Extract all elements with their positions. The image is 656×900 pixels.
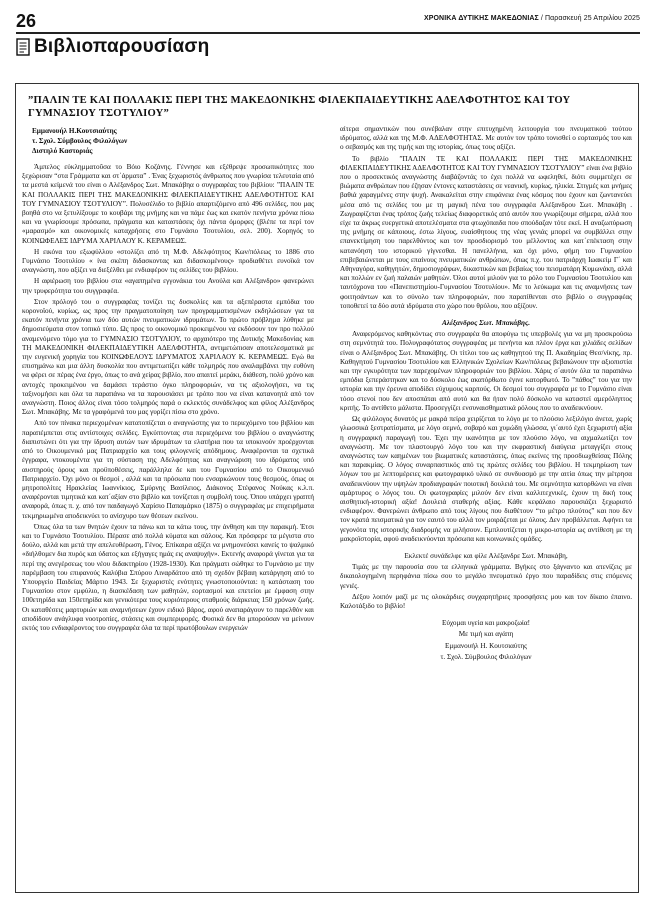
author-block bbox=[32, 126, 172, 156]
author-role: τ. Σχολ. Σύμβουλος Φιλολόγων bbox=[32, 137, 128, 145]
article-title: ”ΠΑΛΙΝ ΤΕ ΚΑΙ ΠΟΛΛΑΚΙΣ ΠΕΡΙ ΤΗΣ ΜΑΚΕΔΟΝΙΚΗΣ ΦΙΛΕΚΠΑΙΔΕΥΤΙΚΗΣ ΑΔΕΛΦΟΤΗΤΟΣ ΚΑΙ ΤΟΥ ΓΥΜΝΑΣΙΟΥ ΤΣΟΤΥΛΙΟΥ” bbox=[28, 95, 571, 119]
book-icon bbox=[16, 38, 30, 56]
paragraph: Η αφιέρωση του βιβλίου στα «αγαπημένα εγγονάκια του Ανούλα και Αλέξανδρο» φανερώνει την τρυφερότητα του συγγραφέα. bbox=[22, 277, 314, 295]
article-column-right bbox=[340, 125, 632, 890]
paragraph: Στον πρόλογό του ο συγγραφέας τονίζει τις δυσκολίες και τα αξεπέραστα εμπόδια του κορονοϊού, κυρίως, ως προς την πραγματοποίηση των προγραμματισμένων εκδηλώσεων για τα εκατόν πενήντα χρόνια των δύο αυτών πνευματικών ιδρυμάτων. Το πρώτο πρόβλημα λύθηκε με δημοσιεύματα στον τοπικό τύπο. Ως προς το οικονομικό προκειμένου να εκδόσουν τον προ πολλού αναμενόμενο τόμο για το ΓΥΜΝΑΣΙΟ ΤΣΟΤΥΛΙΟΥ, το αρχαιότερο της Δυτικής Μακεδονίας και ΤΗ ΜΑΚΕΔΟΝΙΚΗ ΦΙΛΕΚΠΑΙΔΕΥΤΙΚΗ ΑΔΕΛΦΟΤΗΤΑ, αντιμετώπισαν αποτελεσματικά με την ευγενική χορηγία του ΚΟΙΝΩΦΕΛΟΥΣ ΙΔΡΥΜΑΤΟΣ ΧΑΡΙΛΑΟΥ Κ. ΚΕΡΑΜΕΩΣ. Εγώ θα επισημάνω και μια άλλη δυσκολία που αντιμετωπίζει κάθε τολμηρός που αναλαμβάνει την ευθύνη να φέρει σε πέρας ένα έργο, όπως το ανά χείρας βιβλίο, που απαιτεί μεράκι, διάθεση, πολύ χρόνο και αντοχές προκειμένου να δαμάσει τεράστιο όγκο πληροφοριών, να τις αξιολογήσει, να τις ταξινομήσει και όλα τα παραπάνω να τα παρουσιάσει με τρόπο που να είναι κατανοητά από τον αναγνώστη. Ποιος άλλος είναι τόσο τολμηρός παρά ο εκλεκτός συνάδελφος και φίλος Αλέξανδρος Σωτ. Μπακάβης. Με τα γραφόμενά του μας γυρίζει πίσω στο χρόνο. bbox=[22, 297, 314, 417]
page-number: 26 bbox=[16, 11, 37, 31]
publication-line: ΧΡΟΝΙΚΑ ΔΥΤΙΚΗΣ ΜΑΚΕΔΟΝΙΑΣ / Παρασκευή 25 Απριλίου 2025 bbox=[423, 15, 640, 22]
publication-name: ΧΡΟΝΙΚΑ ΔΥΤΙΚΗΣ ΜΑΚΕΔΟΝΙΑΣ bbox=[423, 15, 539, 22]
paragraph: Άμπελος εὐκλημματοῦσα το Βόιο Κοζάνης. Γέννησε και εξέθρεψε προσωπικότητες που ξεχώρισαν “στα Γράμματα και στ΄άρματα” . Ένας ξεχωριστός άνθρωπος που γνωρίσα τελευταία από τα μεστά κείμενά του είναι ο Αλέξανδρος Σωτ. Μπακάβηα ο συγγραφέας του βιβλίου: ”ΠΑΛΙΝ ΤΕ ΚΑΙ ΠΟΛΛΑΚΙΣ ΠΕΡΙ ΤΗΣ ΜΑΚΕΔΟΝΙΚΗΣ ΦΙΛΕΚΠΑΙΔΕΥΤΙΚΗΣ ΑΔΕΛΦΟΤΗΤΟΣ ΚΑΙ ΤΟΥ ΓΥΜΝΑΣΙΟΥ ΤΣΟΤΥΛΙΟΥ”. Πολυσέλιδο το βιβλίο απαρτιζόμενο από 496 σελίδες, που μας βοηθά στο να ξετυλίξουμε το κουβάρι της μνήμης και να πάμε έως και εκατόν πενήντα χρόνια πίσω και να γνωρίσουμε πρόσωπα, πράγματα και καταστάσεις όχι πάντα όμορφες (βλέπε τα περί τον «μαρασμό» και οικονομικές καταχρήσεις στο Γυμνάσιο Τσοτυλίου, σελ. 200). Χορηγός το ΚΟΙΝΩΦΕΛΕΣ ΙΔΡΥΜΑ ΧΑΡΙΛΑΟΥ Κ. ΚΕΡΑΜΕΩΣ. bbox=[22, 163, 314, 245]
paragraph: Δέξου λοιπόν μαζί με τις ολοκάρδιες συγχαρητήριες προσφήσεις μου και τον δίκαιο έπαινο. Καλοτάξιδο το βιβλίο! bbox=[340, 592, 632, 610]
author-location: Διστηλό Καστοριάς bbox=[32, 147, 93, 155]
closing-line: Εύχομαι υγεία και μακροζωία! bbox=[441, 619, 531, 628]
article-column-left bbox=[22, 163, 314, 883]
section-heading bbox=[16, 35, 209, 59]
paragraph: Ως φιλόλογος δυνατός με μακρά πείρα χειρίζεται το λόγο με το πλούσιο λεξιλόγιο άνετα, χωρίς γλωσσικά ξεστρατίσματα, με λόγο σεμνό, σοβαρό και χυμώδη γλώσσα, γι΄αυτό έχει ξεχωριστή αξία η συγγραφική παραγωγή του. Έχει την ικανότητα με τον πλούσιο λόγο, να αιχμαλωτίζει τον αναγνώστη. Με τον πλαστουργό λόγο του και την εκφραστική διαύγεια μεταγγίζει στους αναγνώστες των καημένων του βιωματικές καταστάσεις, όπως εκείνες της προσδιωχθείσας Πόλης και παρακμίας. Ο λόγος συναρπαστικός από τις πρώτες σελίδες του βιβλίου. Η τεκμηρίωση των λόγων του με λεπτομέρειες και φωτογραφικό υλικό σε συνδυασμό με την αιτία όπως την μέτρησα αναδεικνύουν την υψηλών προδιαγραφών ποιοτική δουλειά του. Με σεμνότητα κατορθώνει να είναι αμάρτυρος ο λόγος του. Οι φωτογραφίες μιλούν δεν είναι καλλιτεχνικές, έχουν τη δική τους αισθητική-ιστορική αξία! Δουλειά σταθερής αξίας. Κάθε κεφάλαιο παρουσιάζει ξεχωριστό ενδιαφέρον. Φανερώνει άνθρωπο από τους λίγους που διαθέτουν “το μέτρο πλούτος” και που δεν τον κρατά πεισματικά για τον εαυτό του αλλά τον μοιράζεται με όλους. Δεν προβάλλεται. Αφήνει τα γεγονότα της ιστορικής διαδρομής να μιλήσουν. Εμπλουτίζεται η μικρο-ιστορία ως αντίθεση με τη μακροϊστορία, αφού αναδεικνύονται πρόσωπα και κοινωνικές ομάδες. bbox=[340, 415, 632, 543]
paragraph: Από τον πίνακα περιεχομένων κατατοπίζεται ο αναγνώστης για το περιεχόμενο του βιβλίου και παραπέμπεται στις αντίστοιχες σελίδες. Εγκύπτοντας στα περιεχόμενα του βιβλίου ο αναγνώστης διαπιστώνει ότι για την ίδρυση αυτών των ιδρυμάτων τα ελατήρια που τα υποκινούν προέρχονται από το Οικουμενικό μας Πατριαρχείο και τους φιλογενείς απόδημους. Αναφέρονται τα σχετικά έγγραφα, ντοκουμέντα για τη σύσταση της Αδελφότητας και αναγνώριση του ιδρύματος υπό αυστηρούς όρους και προϋποθέσεις, παράλληλα δε και του Γυμνασίου από το Οικουμενικό Πατριαρχείο. Όχι μόνο οι θεσμοί , αλλά και τα πρόσωπα που ενσαρκώνουν τους θεσμούς, όπως οι μητροπολίτες Ηρακλείας Ιωαννίκιος, Σμύρνης Βασίλειος, Διάκονος Στέφανος Νούκας κ.λ.π. αναφέρονται τιμητικά και κατ΄αξίαν στο βιβλίο και τονίζεται η συμβολή τους. Όπου υπάρχει γραπτή αναφορά, όπως π. χ. από τον παιδαγωγό Χαρίσιο Παπαμάρκο (1875) ο συγγραφέας με επιχειρήματα τεκμηριωμένα αποδεικνύει το ανίσχυρο των θέσεων εκείνου. bbox=[22, 419, 314, 520]
header-rule bbox=[16, 32, 640, 34]
author-name: Εμμανουήλ Η.Κουτσιαύτης bbox=[32, 127, 117, 135]
bio-heading: Αλέξανδρος Σωτ. Μπακάβης. bbox=[441, 319, 531, 328]
paragraph: Το βιβλίο ”ΠΑΛΙΝ ΤΕ ΚΑΙ ΠΟΛΛΑΚΙΣ ΠΕΡΙ ΤΗΣ ΜΑΚΕΔΟΝΙΚΗΣ ΦΙΛΕΚΠΑΙΔΕΥΤΙΚΗΣ ΑΔΕΛΦΟΤΗΤΟΣ ΚΑΙ ΤΟΥ ΓΥΜΝΑΣΙΟΥ ΤΣΟΤΥΛΙΟΥ” είναι ένα βιβλίο που ο προσεκτικός αναγνώστης διαβάζοντάς το έχει πολλά να ωφεληθεί, διότι συμμετέχει σε βιώματα ανθρώπων που έζησαν έντονες καταστάσεις σε νεανική, κυρίως, ηλικία. Στιγμές και μνήμες βαθιά χαραγμένες στην ψυχή. Ανακαλείται στην επιφάνεια ένας κόσμος που έχουν και ζωντανεύει μέσα από τις σελίδες του με τη μαγική πένα του συγγραφέα Αλέξανδρου Σωτ. Μπακάβη . Ζωγραφίζεται ένας τρόπος ζωής τελείως διαφορετικός από αυτόν που γνωρίζουμε σήμερα, αλλά που είχε τα άκρως ευεργετικά αποτελέσματα στα φτωχόπαιδα που σπούδαζαν τότε εκεί. Η αναζωπύρωση της μνήμης σε κάποιους, έστω λίγους, ευαίσθητους της νέας γενιάς μπορεί να συμβάλλει στην επανεκτίμηση του παρελθόντος και τον προσδιορισμό του μέλλοντος και κατ΄επέκταση στην κατανόηση του ιστορικού γίγνεσθαι. Η πανελλήνια, και όχι μόνο, φήμη του Γυμνασίου επιβεβαιώνεται με τους επαίνους πνευματικών ανθρώπων, όπως π.χ. του πατριάρχη Ιωακείμ Γ΄ και Αθηναγόρα, καθηγητών, δημοσιογράφων, δικαστικών και βεβαίως του πεισματάρη Κυμωνάκη, αλλά και πολλών εν ζωή παλαιών μαθητών. Όλοι αυτοί μιλούν για το ρόλο του Γυμνασίου Τσοτυλίου και ταυτόχρονα του «Πανεπιστημίου-Γυμνασίου Τσοτυλίου». Με το λεύκωμα και τις αναμνήσεις των φοιτησάντων και το σύνολο των πληροφοριών, που παρατίθενται στο βιβλίο ο συγγραφέας τοποθετεί τα δύο αυτά ιδρύματα στο χώρο που θρύλου, που αξίζουν. bbox=[340, 154, 632, 310]
closing-role: τ. Σχολ. Σύμβουλος Φιλολόγων bbox=[440, 652, 532, 661]
page-header bbox=[16, 10, 640, 66]
issue-date: Παρασκευή 25 Απριλίου 2025 bbox=[544, 15, 640, 22]
paragraph: Αναφερόμενος καθηκόντως στο συγγραφέα θα αποφύγω τις υπερβολές για να μη προσκρούσω στη σεμνότητά του. Πολυγραφότατος συγγραφέας με πενήντα και πλέον έργα και χιλιάδες σελίδων είναι ο Αλέξανδρος Σωτ. Μπακάβης. Οι τίτλοι του ως καθηγητού της Π. Ακαδημίας Θεσ/νίκης, πρ. Καθηγητού Γυμνασίου Τσοτυλίου και Ελληνικών Σχολείων Κων/πόλεως βεβαιώνουν την αξιοπιστία και την εγκυρότητα των παρεχομένων πληροφοριών του βιβλίου. Χάρις σ΄αυτόν όλα τα παραπάνω εμπόδια ξεπεράστηκαν και το δύσκολο έως ακατόρθωτο έγινε κατορθωτό. Το ”πάθος” του για την ιστορία και την έρευνα αποδίδει εύχυμους καρπούς. Οι δεσμοί του συγγραφέα με το Γυμνάσιο είναι τόσο στενοί που δεν αποσπάται από αυτό και θα ήταν πολύ δύσκολο να καταστεί αμερόληπτος κριτής. Το αντίθετο μάλιστα. Προσεγγίζει ενσυναισθηματικά ρόλους που το αναδεικνύουν. bbox=[340, 330, 632, 412]
paragraph: Η εικόνα του εξωφύλλου «στολίζει από τη Μ.Φ. Αδελφότητος Κων/πόλεως το 1886 στο Γυμνάσιο Τσοτυλίου « ίνα σκέπη διδασκοντας και διδασκομένους» προδιαθέτει ευνοϊκά τον αναγνώστη, που αξίζει να διεξέλθει με ενδιαφέρον τις σελίδες του βιβλίου. bbox=[22, 247, 314, 275]
paragraph: Τιμάς με την παρουσία σου τα ελληνικά γράμματα. Βγήκες στο ξάγναντο και ατενίζεις με δικαιολογημένη περηφάνια πίσω σου το μεγάλο πνευματικό έργο που παραδίδεις στις επόμενες γενιές. bbox=[340, 563, 632, 590]
section-title: Βιβλιοπαρουσίαση bbox=[34, 36, 210, 57]
paragraph: αίτερα σημαντικών που συνέβαλαν στην επιτυχημένη λειτουργία του πνευματικού τούτου ιδρύματος, αλλά και της Μ.Φ. ΑΔΕΛΦΟΤΗΤΑΣ. Με αυτόν τον τρόπο τονισθεί ο εορτασμός του και ο σεβασμός και της τιμής και της ιστορίας, όπως τους αξίζει. bbox=[340, 125, 632, 152]
closing-signature: Εμμανουήλ Η. Κουτσιαύτης bbox=[445, 641, 527, 650]
salutation: Εκλεκτέ συνάδελφε και φίλε Αλέξανδρε Σωτ. Μπακάβη, bbox=[404, 551, 568, 560]
closing-line: Με τιμή και αγάπη bbox=[458, 630, 514, 639]
paragraph: Όπως όλα τα των θνητών έχουν τα πάνω και τα κάτω τους, την άνθηση και την παρακμή. Έτσι και το Γυμνάσιο Τσοτυλίου. Πέρασε από πολλά κύματα και σάλους. Και πρόσφερε τα μέγιστα στο δούλο, αλλά και μετά την απελευθέρωση, Γένος. Επίκαιρα αξίζει να μνημονεύσει κανείς το ψαλμικό «διήλθομεν δια πυρός και ύδατος και εξήγαγες ημάς εις αναψυχήν». Εκτενής αναφορά γίνεται για τα περί της ανεγέρσεως του νέου διδακτηρίου (1928-1930). Και πράγματι σώθηκε το Γυμνάσιο με την παρέμβαση του επιφανούς Καλύβια Σπύρου Λιναρδάτου από τη σχεδόν βέβαιη κατάργηση από το Υπουργείο Παιδείας Μάρτιο 1943. Σε ξεχωριστές ενότητες γνωστοποιούνται: η κατάσταση του Γυμνασίου στον εμφύλιο, η διασκέδαση των μαθητών, εορτασμοί και επετείοι με έμφαση στην 100ετηρίδα και 150ετηρίδα και γενικότερα τους κυριότερους σταθμούς διάρκειας 150 χρόνων ζωής. Οι καταθέσεις μαρτυριών και αναμνήσεων έχουν ειδικό βάρος, αφού αναπαράγουν το παρελθόν και αποδίδουν ανάγλυφα νοοτροπίες, στάσεις και συμπεριφορές. Φυσικά δεν θα μπορούσαν να μείνουν εκτός του ενδιαφέροντος του συγγραφέα όλα τα περί πρωτόβουλων ενεργειών bbox=[22, 522, 314, 632]
